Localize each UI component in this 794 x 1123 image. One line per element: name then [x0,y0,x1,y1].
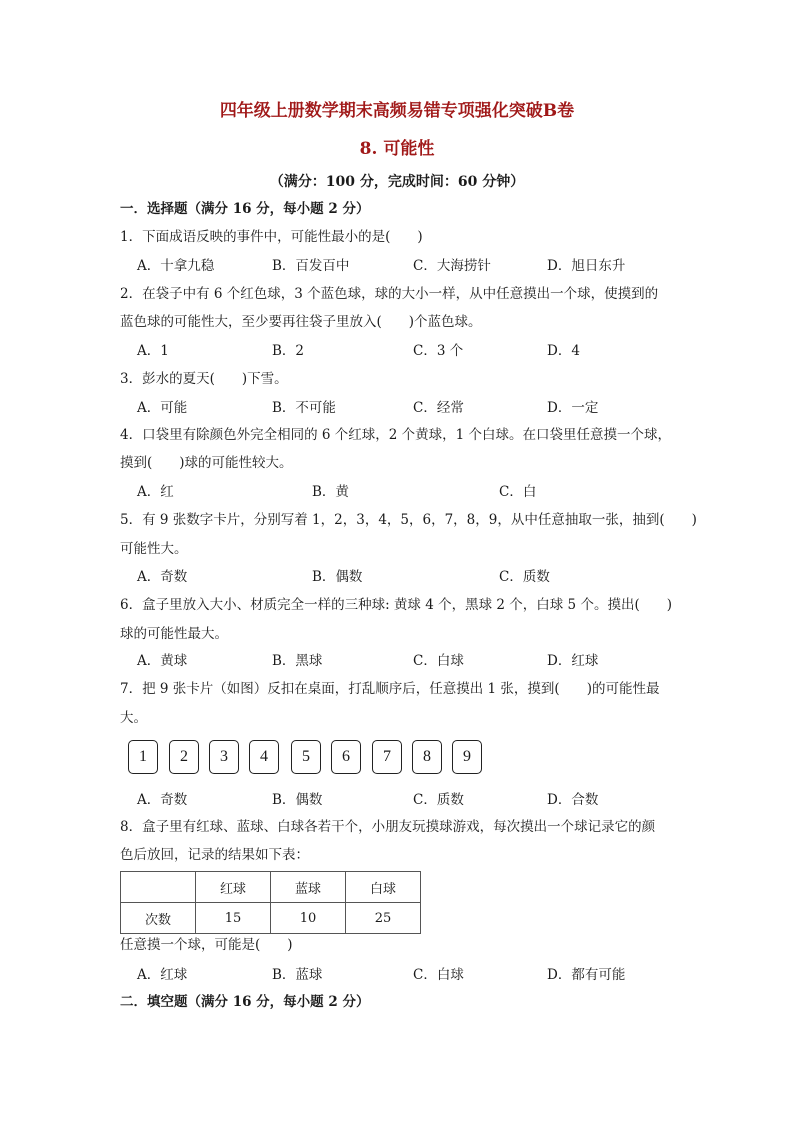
q8-option-a: A．红球 [137,967,188,983]
q3-option-d: D．一定 [547,400,599,416]
q1-option-b: B．百发百中 [272,258,350,274]
table-header-cell: 红球 [196,872,271,903]
q4-option-c: C．白 [499,484,537,500]
table-cell: 10 [271,903,346,934]
question-2-line-2: 蓝色球的可能性大，至少要再往袋子里放入( )个蓝色球。 [120,314,482,330]
q1-option-c: C．大海捞针 [413,258,491,274]
number-card: 3 [209,740,239,774]
question-5-line-1: 5．有 9 张数字卡片，分别写着 1，2，3，4，5，6，7，8，9，从中任意抽取一张，抽到( ) [120,512,697,528]
q2-option-d: D．4 [547,343,580,359]
q5-option-b: B．偶数 [312,569,363,585]
question-6-line-1: 6．盒子里放入大小、材质完全一样的三种球: 黄球 4 个，黑球 2 个，白球 5 个。摸出( ) [120,597,672,613]
question-7-line-2: 大。 [120,710,147,726]
q6-option-a: A．黄球 [137,653,188,669]
question-8-line-1: 8．盒子里有红球、蓝球、白球各若干个，小朋友玩摸球游戏，每次摸出一个球记录它的颜 [120,819,656,835]
table-header-cell: 白球 [346,872,421,903]
table-header-row [121,872,421,903]
number-card: 1 [128,740,158,774]
q4-option-a: A．红 [137,484,174,500]
table-row [121,903,421,934]
question-8-line-3: 任意摸一个球，可能是( ) [120,937,293,953]
question-1: 1．下面成语反映的事件中，可能性最小的是( ) [120,229,423,245]
table-cell: 25 [346,903,421,934]
number-card: 9 [452,740,482,774]
question-5-line-2: 可能性大。 [120,541,188,557]
q6-option-d: D．红球 [547,653,599,669]
q4-option-b: B．黄 [312,484,349,500]
q2-option-c: C．3 个 [413,343,464,359]
question-2-line-1: 2．在袋子中有 6 个红色球，3 个蓝色球，球的大小一样，从中任意摸出一个球，使摸到的 [120,286,659,302]
number-card: 2 [169,740,199,774]
q2-option-a: A．1 [137,343,169,359]
q1-option-d: D．旭日东升 [547,258,626,274]
q6-option-c: C．白球 [413,653,464,669]
exam-info: （满分：100 分，完成时间：60 分钟） [269,174,525,190]
q7-option-a: A．奇数 [137,792,188,808]
q1-option-a: A．十拿九稳 [137,258,215,274]
q7-option-d: D．合数 [547,792,599,808]
q8-option-d: D．都有可能 [547,967,626,983]
q3-option-b: B．不可能 [272,400,336,416]
q3-option-a: A．可能 [137,400,188,416]
question-6-line-2: 球的可能性最大。 [120,626,228,642]
q3-option-c: C．经常 [413,400,464,416]
question-7-line-1: 7．把 9 张卡片（如图）反扣在桌面，打乱顺序后，任意摸出 1 张，摸到( )的可能性最 [120,681,660,697]
q8-option-b: B．蓝球 [272,967,323,983]
page-title: 四年级上册数学期末高频易错专项强化突破B卷 [219,101,575,121]
page-subtitle: 8. 可能性 [359,139,435,159]
question-3: 3．彭水的夏天( )下雪。 [120,371,288,387]
table-row-label: 次数 [121,903,196,934]
question-4-line-1: 4．口袋里有除颜色外完全相同的 6 个红球，2 个黄球，1 个白球。在口袋里任意摸一个球， [120,427,672,443]
table-header-cell: 蓝球 [271,872,346,903]
number-card: 8 [412,740,442,774]
q8-option-c: C．白球 [413,967,464,983]
question-4-line-2: 摸到( )球的可能性较大。 [120,455,293,471]
q5-option-a: A．奇数 [137,569,188,585]
number-card: 6 [331,740,361,774]
number-card: 7 [372,740,402,774]
q7-option-c: C．质数 [413,792,464,808]
section-heading-fill: 二．填空题（满分 16 分，每小题 2 分） [120,994,370,1010]
table-cell: 15 [196,903,271,934]
table-header-cell [121,872,196,903]
q5-option-c: C．质数 [499,569,550,585]
record-table [120,871,421,934]
number-card: 5 [291,740,321,774]
q6-option-b: B．黑球 [272,653,323,669]
question-8-line-2: 色后放回，记录的结果如下表： [120,847,309,863]
q2-option-b: B．2 [272,343,305,359]
q7-option-b: B．偶数 [272,792,323,808]
section-heading-choice: 一．选择题（满分 16 分，每小题 2 分） [120,201,370,217]
number-card: 4 [249,740,279,774]
